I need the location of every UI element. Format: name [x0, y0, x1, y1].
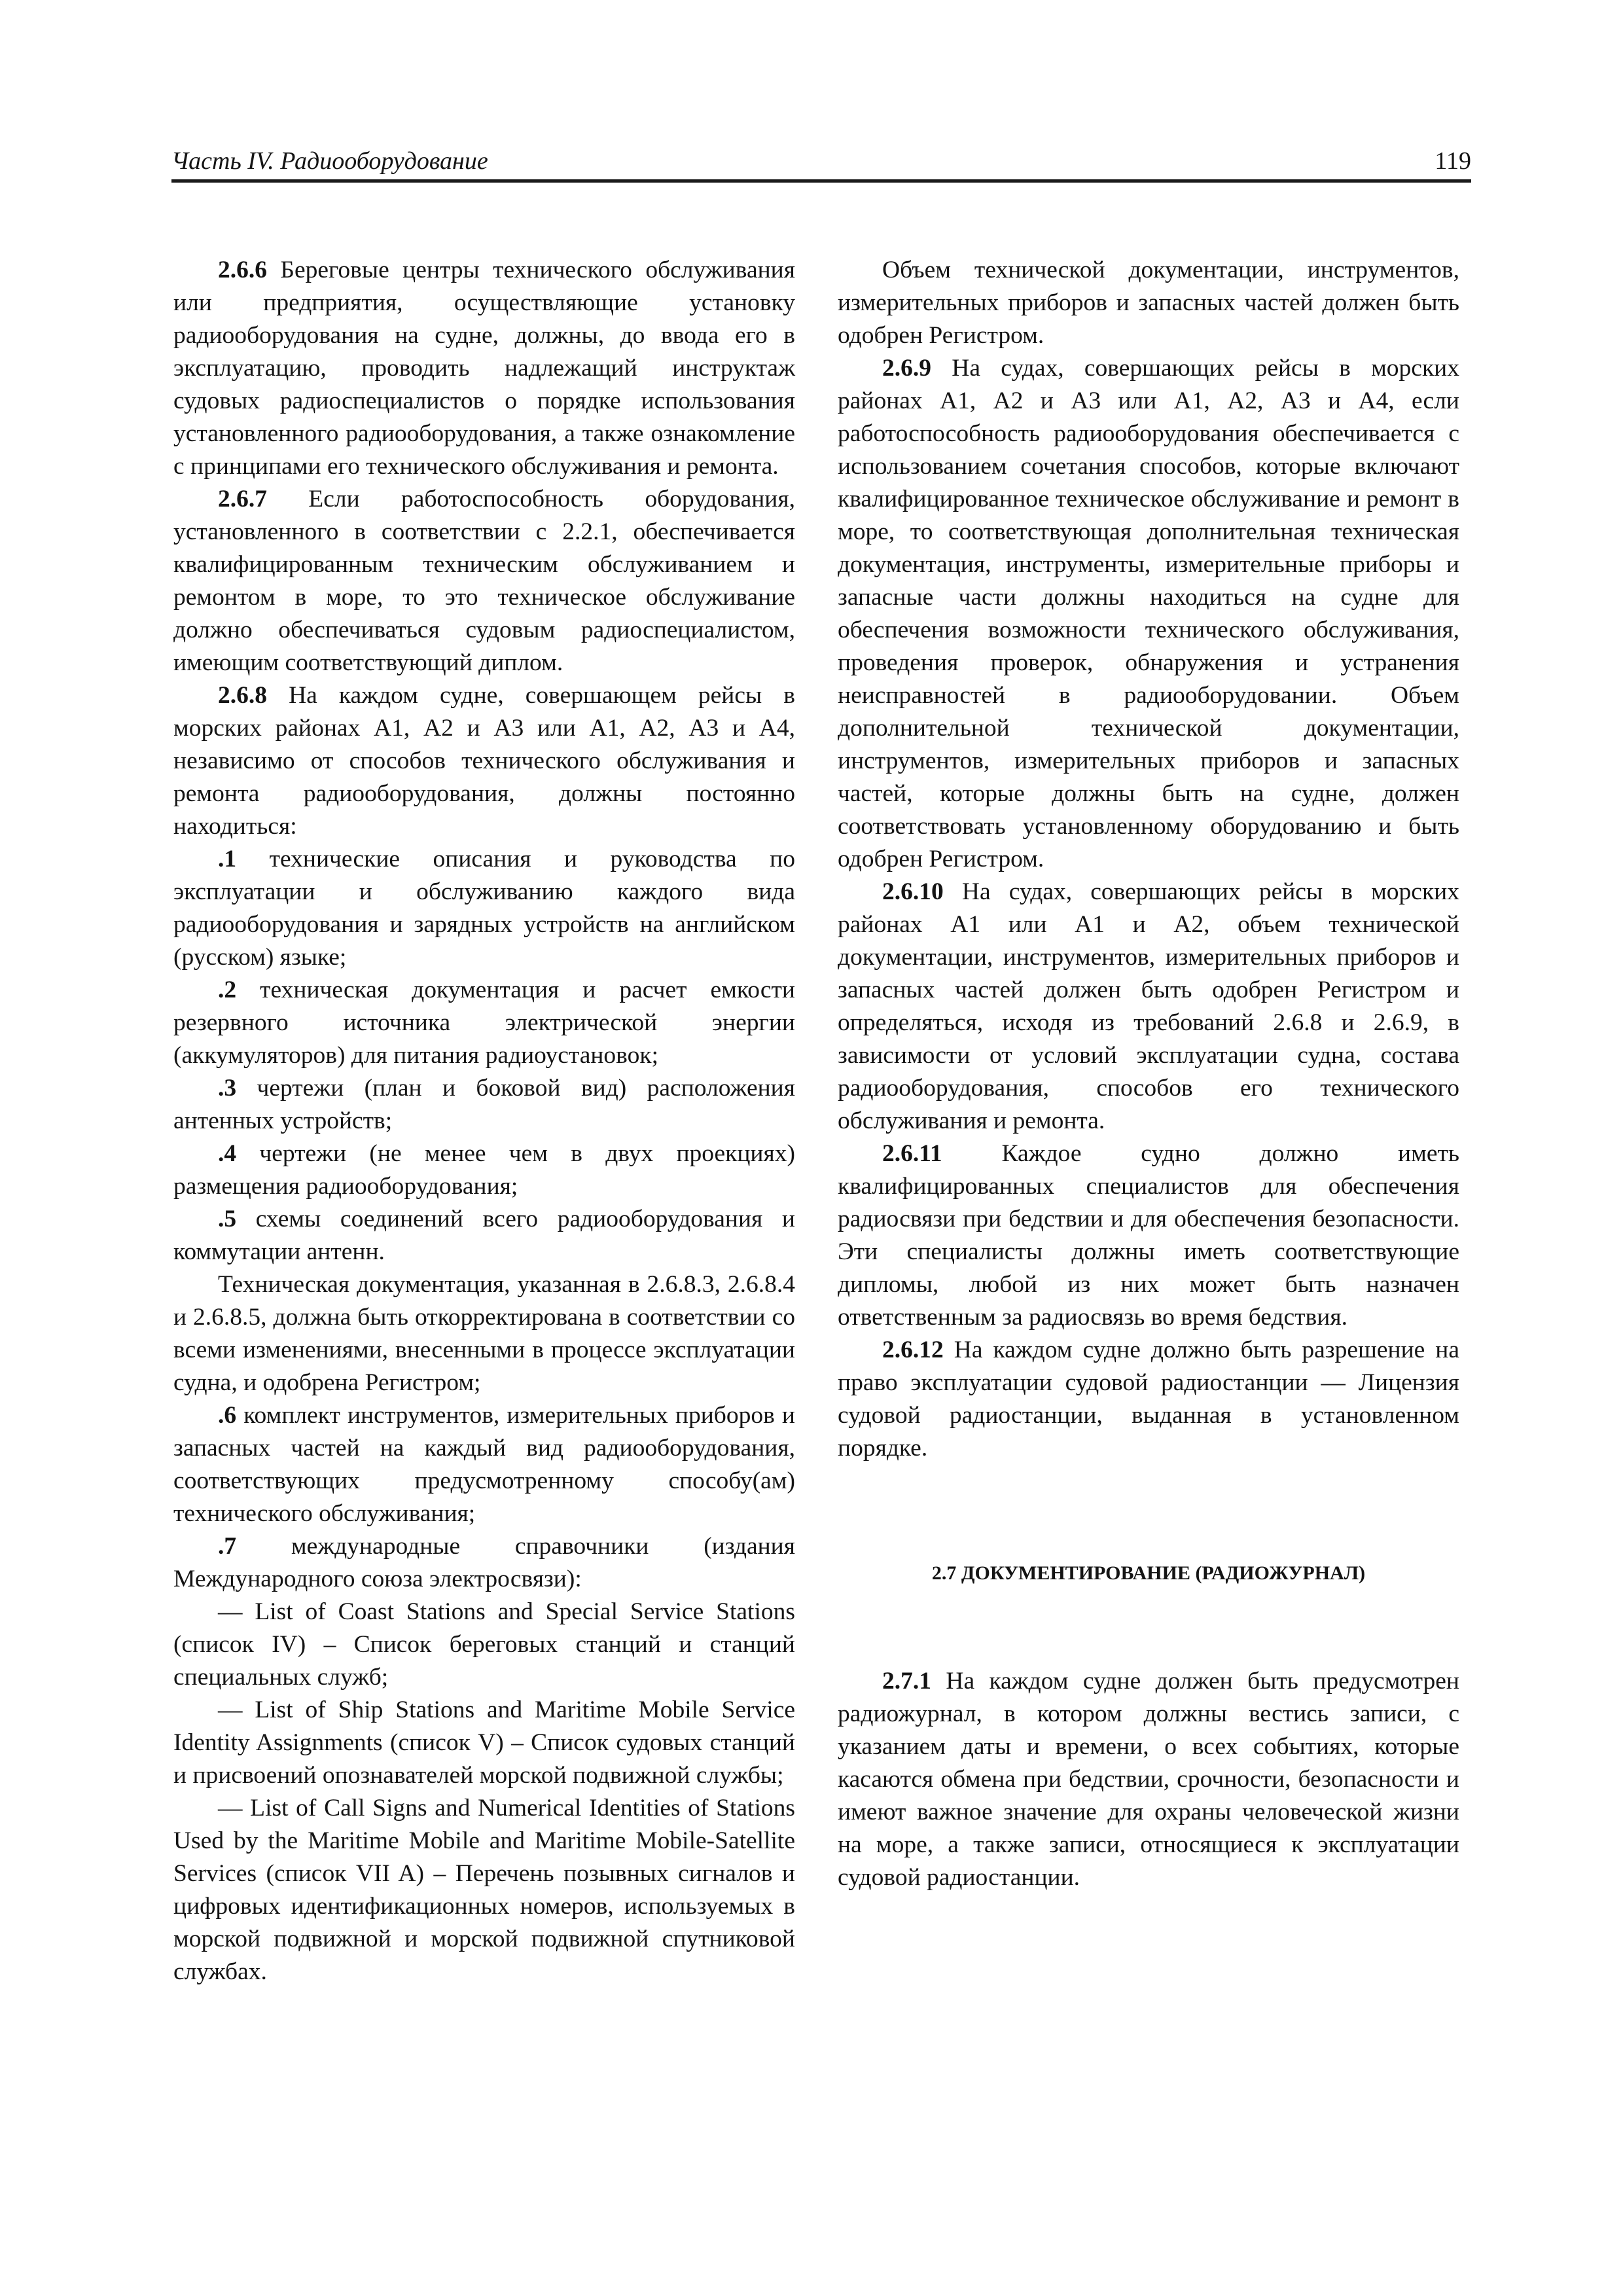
paragraph: 2.6.9 На судах, совершающих рейсы в морских районах А1, А2 и А3 или А1, А2, А3 и А4, если работоспособность радиооборудования обеспечивается с использованием сочетания способов, которые включают квалифицированное техническое обслуживание и ремонт в море, то соответствующая дополнительная техническая документация, инструменты, измерительные приборы и запасные части должны находиться на судне для обеспечения возможности технического обслуживания, проведения проверок, обнаружения и устранения неисправностей в радиооборудовании. Объем дополнительной технической документации, инструментов, измерительных приборов и запасных частей, которые должны быть на судне, должен соответствовать установленному оборудованию и быть одобрен Регистром. [838, 355, 1459, 872]
left-column [173, 254, 795, 1988]
paragraph: 2.7.1 На каждом судне должен быть предусмотрен радиожурнал, в котором должны вестись записи, с указанием даты и времени, о всех событиях, которые касаются обмена при бедствии, срочности, безопасности и имеют важное значение для охраны человеческой жизни на море, а также записи, относящиеся к эксплуатации судовой радиостанции. [838, 1668, 1459, 1891]
paragraph: Объем технической документации, инструментов, измерительных приборов и запасных частей должен быть одобрен Регистром. [838, 257, 1459, 349]
item-number: .4 [218, 1140, 237, 1167]
page-number: 119 [1435, 147, 1471, 175]
list-item: .3 чертежи (план и боковой вид) расположения антенных устройств; [173, 1075, 795, 1134]
list-item: .4 чертежи (не менее чем в двух проекциях) размещения радиооборудования; [173, 1140, 795, 1200]
clause-number: 2.6.8 [218, 682, 267, 709]
item-number: .6 [218, 1402, 237, 1429]
paragraph: 2.6.7 Если работоспособность оборудования, установленного в соответствии с 2.2.1, обеспечивается квалифицированным техническим обслуживанием и ремонтом в море, то это техническое обслуживание должно обеспечиваться судовым радиоспециалистом, имеющим соответствующий диплом. [173, 486, 795, 676]
list-item: .5 схемы соединений всего радиооборудования и коммутации антенн. [173, 1206, 795, 1265]
paragraph: 2.6.8 На каждом судне, совершающем рейсы в морских районах А1, А2 и А3 или А1, А2, А3 и А4, независимо от способов технического обслуживания и ремонта радиооборудования, должны постоянно находиться: [173, 682, 795, 840]
item-number: .7 [218, 1533, 237, 1560]
clause-number: 2.6.6 [218, 257, 267, 283]
clause-number: 2.6.9 [882, 355, 931, 382]
page-header [171, 143, 1471, 183]
item-number: .1 [218, 846, 237, 872]
header-title: Часть IV. Радиооборудование [171, 147, 488, 175]
paragraph: Техническая документация, указанная в 2.6.8.3, 2.6.8.4 и 2.6.8.5, должна быть откорректирована в соответствии со всеми изменениями, внесенными в процессе эксплуатации судна, и одобрена Регистром; [173, 1271, 795, 1396]
clause-number: 2.6.10 [882, 878, 944, 905]
paragraph: 2.6.11 Каждое судно должно иметь квалифицированных специалистов для обеспечения радиосвязи при бедствии и для обеспечения безопасности. Эти специалисты должны иметь соответствующие дипломы, любой из них может быть назначен ответственным за радиосвязь во время бедствия. [838, 1140, 1459, 1331]
clause-number: 2.7.1 [882, 1668, 931, 1695]
item-number: .3 [218, 1075, 237, 1102]
item-number: .5 [218, 1206, 237, 1232]
right-column [838, 254, 1459, 1894]
paragraph: 2.6.12 На каждом судне должно быть разрешение на право эксплуатации судовой радиостанции — Лицензия судовой радиостанции, выданная в установленном порядке. [838, 1336, 1459, 1462]
section-title: 2.7 ДОКУМЕНТИРОВАНИЕ (РАДИОЖУРНАЛ) [931, 1562, 1366, 1584]
list-item: .1 технические описания и руководства по эксплуатации и обслуживанию каждого вида радиооборудования и зарядных устройств на английском (русском) языке; [173, 846, 795, 971]
list-item: .6 комплект инструментов, измерительных приборов и запасных частей на каждый вид радиооборудования, соответствующих предусмотренному способу(ам) технического обслуживания; [173, 1402, 795, 1527]
clause-number: 2.6.11 [882, 1140, 942, 1167]
dash-item: — List of Call Signs and Numerical Identities of Stations Used by the Maritime Mobile and Maritime Mobile-Satellite Services (список VII A) – Перечень позывных сигналов и цифровых идентификационных номеров, используемых в морской подвижной и морской подвижной спутниковой службах. [173, 1795, 795, 1985]
clause-number: 2.6.12 [882, 1336, 944, 1363]
paragraph: 2.6.6 Береговые центры технического обслуживания или предприятия, осуществляющие установку радиооборудования на судне, должны, до ввода его в эксплуатацию, проводить надлежащий инструктаж судовых радиоспециалистов о порядке использования установленного радиооборудования, а также ознакомление с принципами его технического обслуживания и ремонта. [173, 257, 795, 480]
item-number: .2 [218, 977, 237, 1003]
dash-item: — List of Coast Stations and Special Service Stations (список IV) – Список береговых станций и станций специальных служб; [173, 1598, 795, 1691]
paragraph: 2.6.10 На судах, совершающих рейсы в морских районах А1 или А1 и А2, объем технической документации, инструментов, измерительных приборов и запасных частей должен быть одобрен Регистром и определяться, исходя из требований 2.6.8 и 2.6.9, в зависимости от условий эксплуатации судна, состава радиооборудования, способов его технического обслуживания и ремонта. [838, 878, 1459, 1134]
list-item: .7 международные справочники (издания Международного союза электросвязи): [173, 1533, 795, 1592]
dash-item: — List of Ship Stations and Maritime Mobile Service Identity Assignments (список V) – Список судовых станций и присвоений опознавателей морской подвижной службы; [173, 1696, 795, 1789]
clause-number: 2.6.7 [218, 486, 267, 512]
list-item: .2 техническая документация и расчет емкости резервного источника электрической энергии (аккумуляторов) для питания радиоустановок; [173, 977, 795, 1069]
